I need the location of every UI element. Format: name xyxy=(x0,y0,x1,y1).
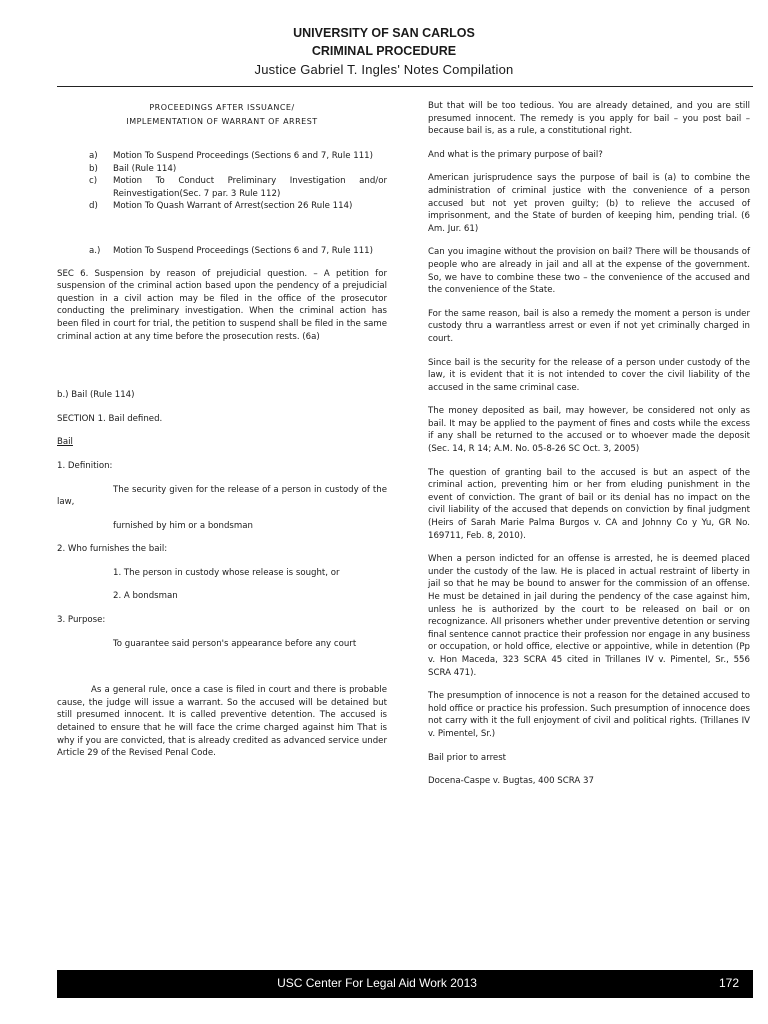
paragraph: The money deposited as bail, may however, be considered not only as bail. It may be applied to the payment of fines and costs while the excess if any shall be returned to the accused or to whoever made the deposit (Sec. 14, R 14; A.M. No. 05-8-26 SC Oct. 3, 2005) xyxy=(428,406,750,455)
who-furnishes-2: 2. A bondsman xyxy=(113,591,178,602)
header-divider xyxy=(57,86,753,87)
right-column xyxy=(428,100,750,788)
general-rule-paragraph: As a general rule, once a case is filed in court and there is probable cause, the judge will issue a warrant. So the accused will be detained but still presumed innocent. It is called preventive detention. The accused is detained to ensure that he will face the crime charged against him That is why if you are convicted, that is already credited as advanced service under Article 29 of the Revised Penal Code. xyxy=(57,685,387,759)
purpose-heading: 3. Purpose: xyxy=(57,615,106,626)
subject-title: CRIMINAL PROCEDURE xyxy=(311,44,457,58)
paragraph: American jurisprudence says the purpose of bail is (a) to combine the administration of criminal justice with the convenience of a person accused but not yet proven guilty; (b) to relieve the accused of imprisonment, and the State of burden of keeping him, pending trial. (6 Am. Jur. 61) xyxy=(428,173,750,234)
paragraph: Bail prior to arrest xyxy=(428,752,507,763)
compilation-title: Justice Gabriel T. Ingles' Notes Compilation xyxy=(254,62,514,77)
remedies-list xyxy=(57,150,387,213)
section-title-line2: IMPLEMENTATION OF WARRANT OF ARREST xyxy=(126,117,318,126)
section-title-line1: PROCEEDINGS AFTER ISSUANCE/ xyxy=(149,103,295,112)
section1-heading: SECTION 1. Bail defined. xyxy=(57,413,163,424)
paragraph: But that will be too tedious. You are already detained, and you are still presumed innocent. The remedy is you apply for bail – you post bail – because bail is, as a rule, a constitutional right. xyxy=(428,101,750,137)
page-header xyxy=(0,24,768,80)
page-number: 172 xyxy=(718,976,739,990)
definition-heading: 1. Definition: xyxy=(57,460,113,471)
who-furnishes-1: 1. The person in custody whose release is sought, or xyxy=(113,567,340,578)
list-item: b) Bail (Rule 114) xyxy=(89,163,177,174)
left-column xyxy=(57,100,387,760)
paragraph: The presumption of innocence is not a reason for the detained accused to hold office or practice his profession. Such presumption of innocence does not carry with it the full enjoyment of civil and political rights. (Trillanes IV v. Pimentel, Sr.) xyxy=(428,691,750,739)
paragraph: Docena-Caspe v. Bugtas, 400 SCRA 37 xyxy=(428,776,594,787)
list-item: c) Motion To Conduct Preliminary Investigation and/or Reinvestigation(Sec. 7 par. 3 Rule 112) xyxy=(89,176,387,199)
list-item: a) Motion To Suspend Proceedings (Sections 6 and 7, Rule 111) xyxy=(89,151,373,161)
paragraph: Since bail is the security for the release of a person under custody of the law, it is evident that it is not intended to cover the civil liability of the accused in the same criminal case. xyxy=(428,357,750,393)
paragraph: The question of granting bail to the accused is but an aspect of the criminal action, preventing him or her from eluding punishment in the event of conviction. The grant of bail or its denial has no impact on the civil liability of the accused that depends on conviction by final judgment (Heirs of Sarah Marie Palma Burgos v. CA and Johnny Co y Yu, GR No. 169711, Feb. 8, 2010). xyxy=(428,467,750,541)
footer-text: USC Center For Legal Aid Work 2013 xyxy=(277,976,477,990)
item-a-heading xyxy=(57,245,387,258)
paragraph: For the same reason, bail is also a remedy the moment a person is under custody thru a warrantless arrest or even if not yet criminally charged in court. xyxy=(428,308,750,344)
bail-heading-b: b.) Bail (Rule 114) xyxy=(57,390,135,401)
university-name: UNIVERSITY OF SAN CARLOS xyxy=(293,26,475,40)
paragraph: When a person indicted for an offense is arrested, he is deemed placed under the custody of the law. He is placed in actual restraint of liberty in jail so that he may be bound to answer for the commission of an offense. He must be detained in jail during the pendency of the case against him, unless he is authorized by the court to be released on bail or on recognizance. All prisoners whether under preventive detention or serving final sentence cannot practice their profession nor engage in any business or occupation, or hold office, elective or appointive, while in detention (Pp v. Hon Maceda, 323 SCRA 45 cited in Trillanes IV v. Pimentel, Sr., 556 SCRA 471). xyxy=(428,554,750,678)
definition-text-2: furnished by him or a bondsman xyxy=(113,520,253,531)
purpose-text: To guarantee said person's appearance before any court xyxy=(113,638,357,649)
who-furnishes-heading: 2. Who furnishes the bail: xyxy=(57,544,168,555)
bail-underlined: Bail xyxy=(57,437,73,448)
paragraph: Can you imagine without the provision on bail? There will be thousands of people who are already in jail and all at the expense of the government. So, we have to combine these two – the convenience of the accused and the convenience of the State. xyxy=(428,247,750,296)
definition-text: The security given for the release of a person in custody of the law, xyxy=(57,484,387,508)
sec6-paragraph: SEC 6. Suspension by reason of prejudicial question. – A petition for suspension of the criminal action based upon the pendency of a prejudicial question in a civil action may be filed in the office of the prosecutor conducting the preliminary investigation. When the criminal action has been filed in court for trial, the petition to suspend shall be filed in the same criminal action at any time before the prosecution rests. (6a) xyxy=(57,268,387,342)
list-item: a.) Motion To Suspend Proceedings (Sections 6 and 7, Rule 111) xyxy=(89,245,373,256)
paragraph: And what is the primary purpose of bail? xyxy=(428,149,603,160)
list-item: d) Motion To Quash Warrant of Arrest(section 26 Rule 114) xyxy=(89,201,353,212)
page-footer xyxy=(57,970,753,998)
